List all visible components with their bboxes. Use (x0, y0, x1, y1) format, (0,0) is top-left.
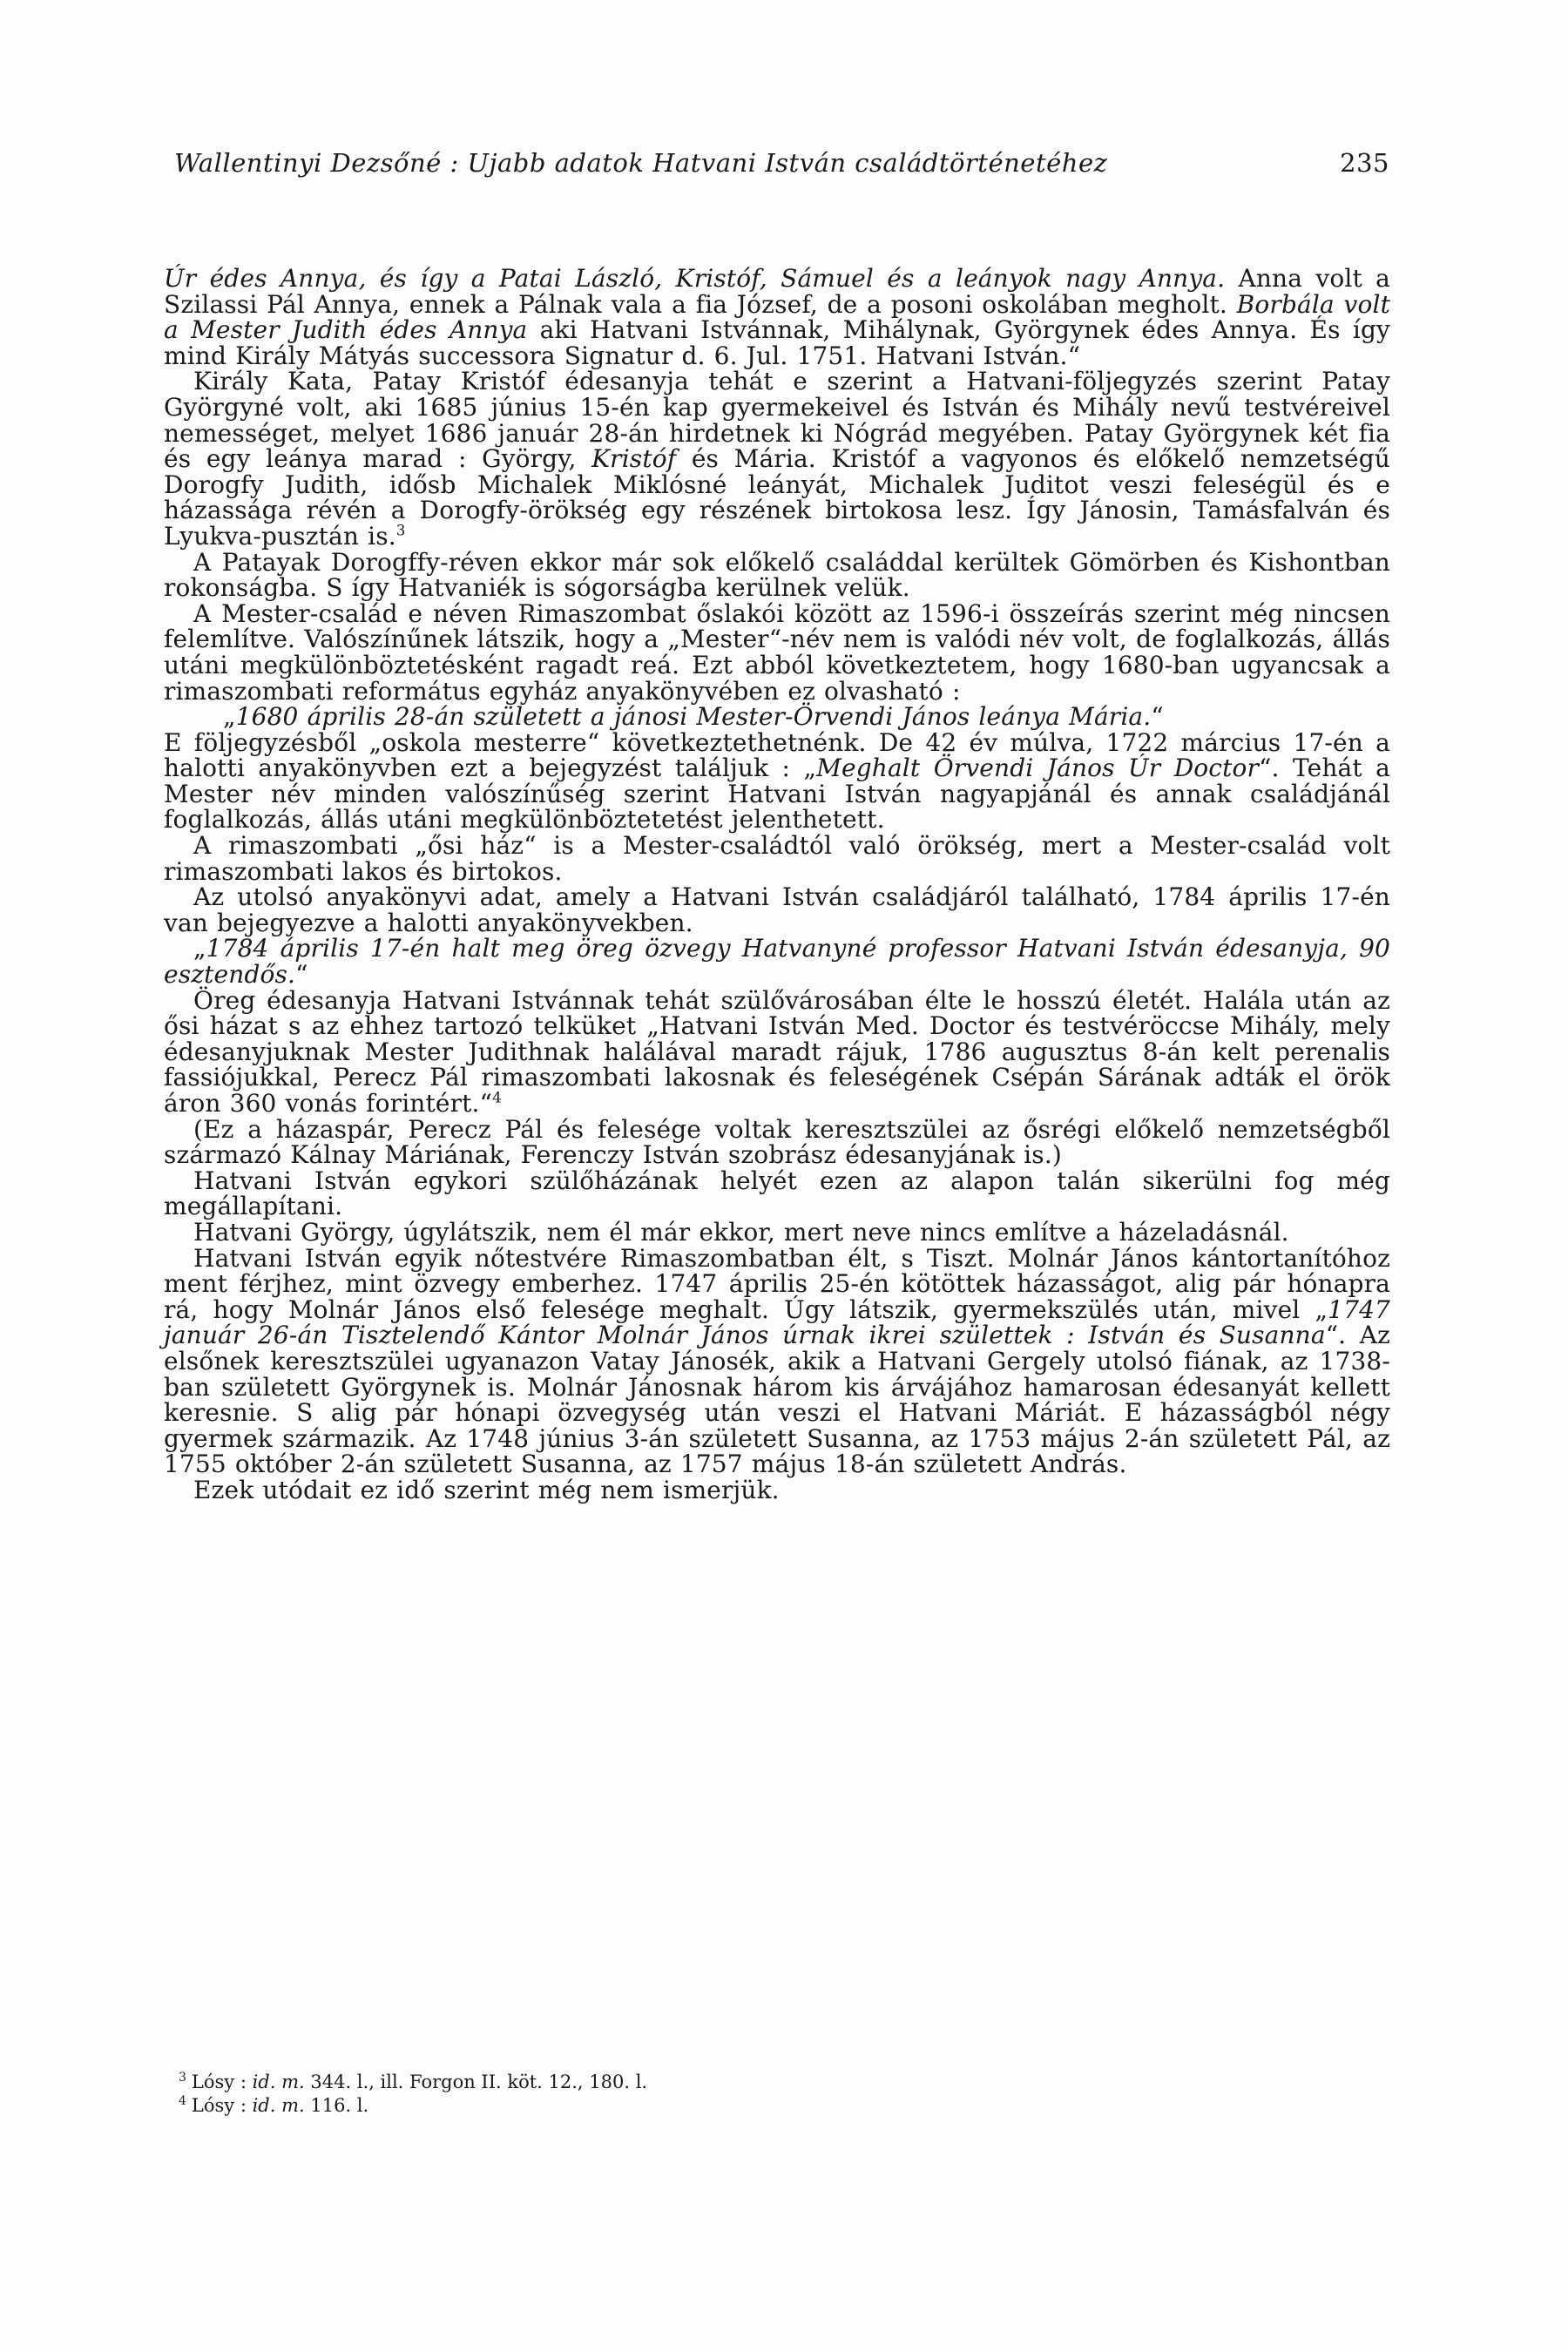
italic-text: Kristóf (591, 444, 677, 474)
paragraph (164, 727, 1390, 835)
paragraph (164, 934, 1390, 990)
footnote-reference: 3 (395, 521, 406, 539)
footnote-reference: 4 (492, 1088, 502, 1106)
text-run: Hatvani István egyik nőtestvére Rimaszombatban élt, s Tiszt. Molnár János kántortanítóhoz ment férjhez, mint özvegy emberhez. 1747 április 25-én kötöttek házasságot, alig pár hónapra rá, hogy Molnár János első felesége meghalt. Úgy látszik, gyermekszülés után, mivel „ (164, 1243, 1390, 1324)
paragraph (164, 985, 1390, 1118)
paragraph (164, 266, 1390, 368)
footnotes (179, 2071, 1050, 2118)
italic-text: id. m. (252, 2072, 305, 2092)
text-run: 344. l., ill. Forgon II. köt. 12., 180. l. (304, 2072, 648, 2092)
footnote-mark: 3 (179, 2071, 186, 2085)
text-run: és Mária. Kristóf a vagyonos és előkelő nemzetségű Dorogfy Judith, idősb Michalek Miklósné leányát, Michalek Juditot veszi feleségül és e házassága révén a Dorogfy-örökség egy részének birtokosa lesz. Így Jánosin, Tamásfalván és Lyukva-pusztán is. (164, 444, 1390, 551)
footnote-mark: 4 (179, 2094, 186, 2108)
text-run: Hatvani György, úgylátszik, nem él már ekkor, mert neve nincs említve a házeladásnál. (193, 1217, 1289, 1247)
text-run: Király Kata, Patay Kristóf édesanyja tehát e szerint a Hatvani-följegyzés szerint Patay Györgyné volt, aki 1685 június 15-én kap gyermekeivel és István és Mihály nevű testvéreivel nemességet, melyet 1686 január 28-án hirdetnek ki Nógrád megyében. Patay Györgynek két fia és egy leánya marad : György, (164, 367, 1390, 474)
running-title: Wallentinyi Dezsőné : Ujabb adatok Hatvani István családtörténetéhez (174, 148, 1108, 178)
paragraph (164, 547, 1390, 603)
text-run: Anna volt a Szilassi Pál Annya, ennek a Pálnak vala a fia József, de a posoni oskolában megholt. (164, 264, 1391, 319)
italic-text: 1747 január 26-án Tisztelendő Kántor Molnár János úrnak ikrei születtek : István és Susanna (164, 1294, 1390, 1350)
paragraph (164, 833, 1390, 884)
text-run: Az utolsó anyakönyvi adat, amely a Hatvani István családjáról található, 1784 április 17-én van bejegyezve a halotti anyakönyvekben. (164, 882, 1390, 937)
text-run: Öreg édesanyja Hatvani Istvánnak tehát szülővárosában élte le hosszú életét. Halála után az ősi házat s az ehhez tartozó telküket „Hatvani István Med. Doctor és testvéröccse Mihály, mely édesanyjuknak Mester Judithnak halálával maradt rájuk, 1786 augusztus 8-án kelt perenalis fassiójukkal, Perecz Pál rimaszombati lakosnak és feleségének Csépán Sárának adták el örök áron 360 vonás forintért.“ (164, 985, 1390, 1118)
text-run: E följegyzésből „oskola mesterre“ következtethetnénk. De 42 év múlva, 1722 március 17-én a halotti anyakönyvben ezt a bejegyzést találjuk : „ (164, 727, 1390, 783)
italic-text: 1784 április 17-én halt meg öreg özvegy Hatvanyné professor Hatvani István édesanyja, 90 esztendős. (164, 934, 1390, 990)
text-run: “. Tehát a Mester név minden valószínűség szerint Hatvani István nagyapjánál és annak családjánál foglalkozás, állás utáni megkülönböztetetést jelenthetett. (164, 754, 1390, 835)
text-run: (Ez a házaspár, Perecz Pál és felesége voltak keresztszülei az ősrégi előkelő nemzetségből származó Kálnay Máriának, Ferenczy István szobrász édesanyjának is.) (164, 1114, 1390, 1170)
italic-text: Meghalt Örvendi János Úr Doctor (816, 754, 1260, 783)
text-run: “. Az elsőnek keresztszülei ugyanazon Vatay Jánosék, akik a Hatvani Gergely utolsó fiának, az 1738-ban született Györgynek is. Molnár Jánosnak három kis árvájához hamarosan édesanyát kellett keresnie. S alig pár hónapi özvegység után veszi el Hatvani Máriát. E házasságból négy gyermek származik. Az 1748 június 3-án született Susanna, az 1753 május 2-án született Pál, az 1755 október 2-án született Susanna, az 1757 május 18-án született András. (164, 1321, 1391, 1479)
text-run: “ (1151, 702, 1164, 732)
text-run: A rimaszombati „ősi ház“ is a Mester-családtól való örökség, mert a Mester-család volt rimaszombati lakos és birtokos. (164, 831, 1390, 886)
text-run: Ezek utódait ez idő szerint még nem ismerjük. (193, 1475, 780, 1504)
text-run: „ (223, 702, 236, 732)
paragraph (164, 1217, 1390, 1247)
italic-text: 1680 április 28-án született a jánosi Mester-Örvendi János leánya Mária. (235, 702, 1152, 732)
footnote (179, 2071, 1050, 2094)
paragraph (164, 368, 1390, 549)
text-run: A Mester-család e néven Rimaszombat őslakói között az 1596-i összeírás szerint még nincsen felemlítve. Valószínűnek látszik, hogy a „Mester“-név nem is valódi név volt, de foglalkozás, állás utáni megkülönböztetésként ragadt reá. Ezt abból következtetem, hogy 1680-ban ugyancsak a rimaszombati református egyház anyakönyvében ez olvasható : (164, 598, 1390, 706)
text-run: „ (193, 934, 206, 963)
page-number: 235 (1340, 148, 1389, 178)
paragraph (164, 1168, 1390, 1220)
paragraph (164, 1243, 1391, 1479)
text-run: aki Hatvani Istvánnak, Mihálynak, Györgynek édes Annya. És így mind Király Mátyás successora Signatur d. 6. Jul. 1751. Hatvani István.“ (164, 315, 1391, 370)
page-header (174, 148, 1389, 178)
italic-text: Úr édes Annya, és így a Patai László, Kristóf, Sámuel és a leányok nagy Annya. (164, 264, 1226, 293)
paragraph (164, 1114, 1390, 1170)
italic-text: id. m. (252, 2095, 305, 2116)
footnote (179, 2094, 1050, 2118)
text-run: 116. l. (304, 2095, 369, 2116)
text-run: A Patayak Dorogffy-réven ekkor már sok előkelő családdal kerültek Gömörben és Kishontban rokonságba. S így Hatvaniék is sógorságba kerülnek velük. (164, 547, 1390, 603)
text-run: Hatvani István egykori szülőházának helyét ezen az alapon talán sikerülni fog még megállapítani. (164, 1166, 1390, 1221)
text-run: Lósy : (191, 2095, 253, 2116)
italic-text: Borbála volt a Mester Judith édes Annya (164, 289, 1391, 345)
text-run: Lósy : (191, 2072, 253, 2092)
text-run: “ (295, 960, 308, 990)
paragraph (164, 884, 1390, 936)
paragraph (164, 598, 1390, 706)
body-text (164, 266, 1390, 1504)
paragraph (164, 704, 1390, 730)
paragraph (164, 1477, 1390, 1504)
